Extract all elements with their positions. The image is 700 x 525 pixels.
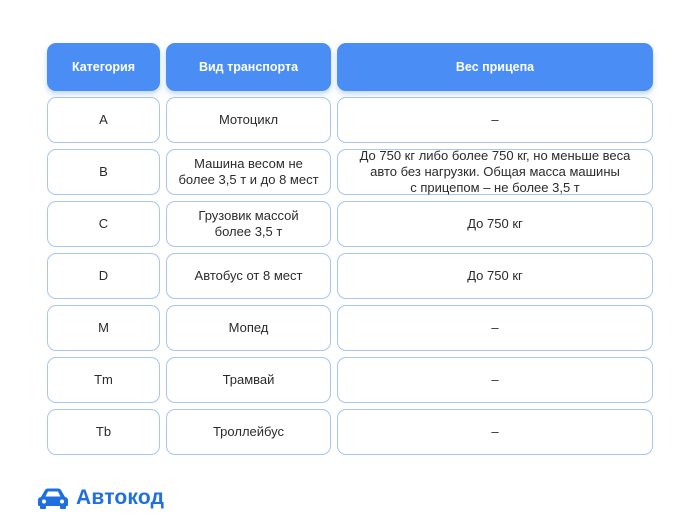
table-row (47, 357, 653, 403)
categories-table (47, 43, 653, 461)
trailer-weight-cell: До 750 кг (337, 253, 653, 299)
table-row (47, 409, 653, 455)
trailer-weight-cell: До 750 кг (337, 201, 653, 247)
category-cell: B (47, 149, 160, 195)
category-cell: Tb (47, 409, 160, 455)
logo-text: Автокод (76, 486, 165, 509)
category-cell: A (47, 97, 160, 143)
trailer-weight-cell: – (337, 305, 653, 351)
header-category: Категория (47, 43, 160, 91)
table-row (47, 201, 653, 247)
trailer-weight-cell: До 750 кг либо более 750 кг, но меньше веса авто без нагрузки. Общая масса машины с прицепом – не более 3,5 т (337, 149, 653, 195)
vehicle-type-cell: Машина весом не более 3,5 т и до 8 мест (166, 149, 331, 195)
trailer-weight-cell: – (337, 409, 653, 455)
vehicle-type-cell: Трамвай (166, 357, 331, 403)
vehicle-type-cell: Автобус от 8 мест (166, 253, 331, 299)
header-vehicle-type: Вид транспорта (166, 43, 331, 91)
table-row (47, 149, 653, 195)
vehicle-type-cell: Грузовик массой более 3,5 т (166, 201, 331, 247)
trailer-weight-cell: – (337, 97, 653, 143)
table-row (47, 305, 653, 351)
category-cell: M (47, 305, 160, 351)
table-row (47, 97, 653, 143)
vehicle-type-cell: Троллейбус (166, 409, 331, 455)
table-row (47, 253, 653, 299)
header-trailer-weight: Вес прицепа (337, 43, 653, 91)
trailer-weight-cell: – (337, 357, 653, 403)
table-header-row (47, 43, 653, 91)
vehicle-type-cell: Мотоцикл (166, 97, 331, 143)
category-cell: C (47, 201, 160, 247)
category-cell: D (47, 253, 160, 299)
vehicle-type-cell: Мопед (166, 305, 331, 351)
car-icon (36, 486, 70, 510)
category-cell: Tm (47, 357, 160, 403)
avtokod-logo (36, 484, 164, 512)
